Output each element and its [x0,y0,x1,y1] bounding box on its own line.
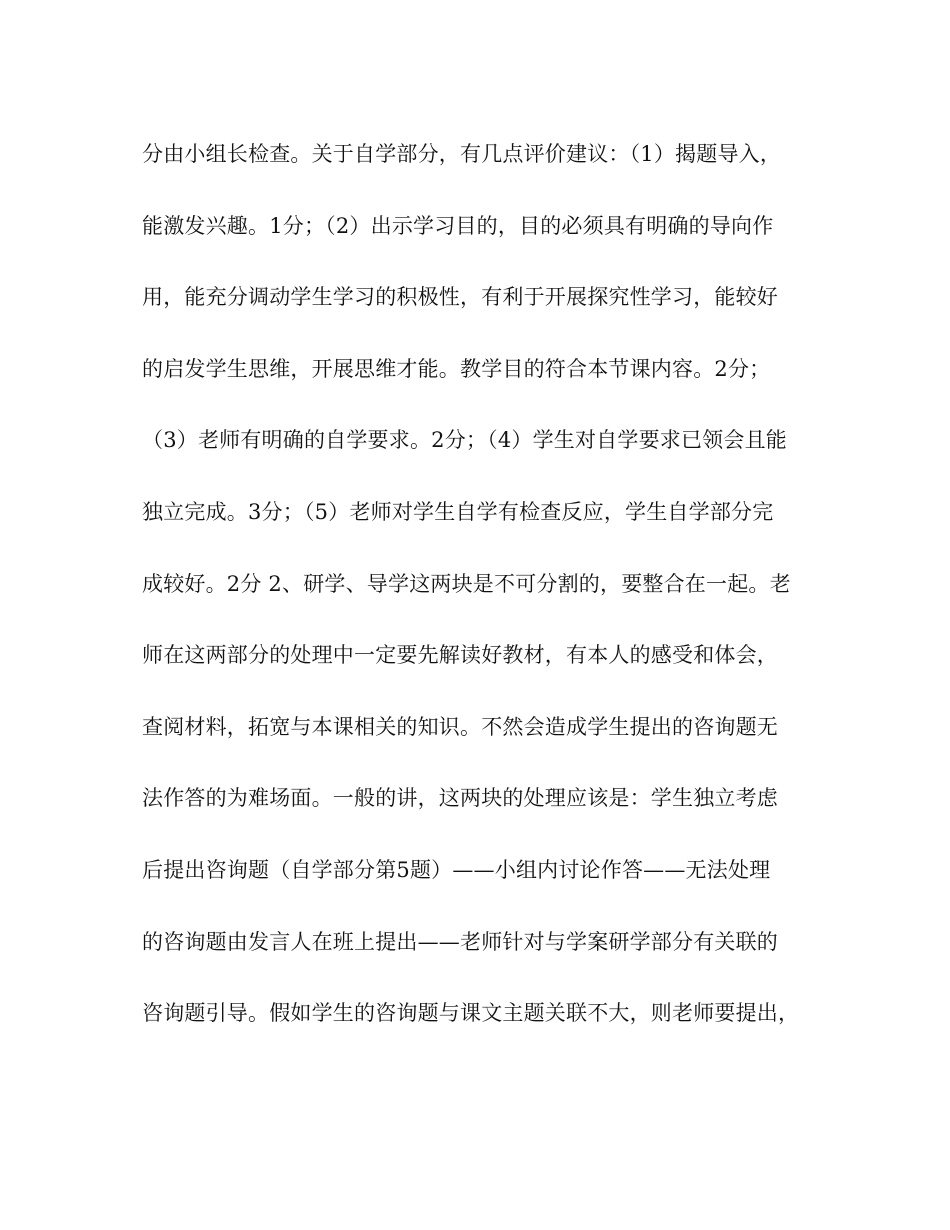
text-line: 的咨询题由发言人在班上提出——老师针对与学案研学部分有关联的 [142,929,778,954]
text-line: 成较好。2分 2、研学、导学这两块是不可分割的，要整合在一起。老 [142,571,791,596]
text-line: 咨询题引导。假如学生的咨询题与课文主题关联不大，则老师要提出， [142,1001,800,1026]
text-line: 查阅材料，拓宽与本课相关的知识。不然会造成学生提出的咨询题无 [142,714,778,739]
text-line: 独立完成。3分；（5）老师对学生自学有检查反应，学生自学部分完 [142,499,774,524]
text-line: 分由小组长检查。关于自学部分，有几点评价建议：（1）揭题导入， [142,142,782,166]
text-line: 的启发学生思维，开展思维才能。教学目的符合本节课内容。2分； [142,356,771,381]
text-line: 能激发兴趣。1分；（2）出示学习目的，目的必须具有明确的导向作 [142,213,774,238]
text-line: 法作答的为难场面。一般的讲，这两块的处理应该是：学生独立考虑 [142,786,778,811]
text-line: 用，能充分调动学生学习的积极性，有利于开展探究性学习，能较好 [142,285,778,310]
text-line: 师在这两部分的处理中一定要先解读好教材，有本人的感受和体会， [142,643,778,668]
text-line: 后提出咨询题（自学部分第5题）——小组内讨论作答——无法处理 [142,857,771,882]
text-line: （3）老师有明确的自学要求。2分；（4）学生对自学要求已领会且能 [142,428,787,453]
body-text [142,132,832,1063]
